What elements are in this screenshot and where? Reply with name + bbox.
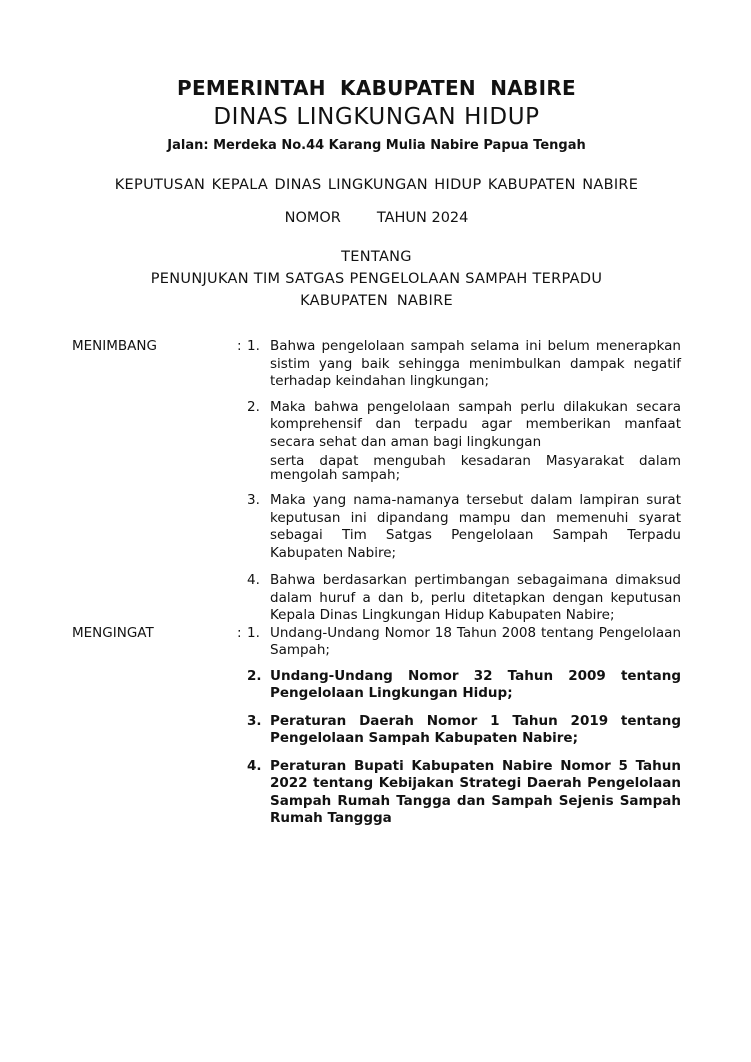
mengingat-section <box>72 625 681 828</box>
agency-address: Jalan: Merdeka No.44 Karang Mulia Nabire Papua Tengah <box>167 138 586 153</box>
tentang-label: TENTANG <box>341 249 412 265</box>
menimbang-colon: : <box>237 338 242 354</box>
list-item <box>247 713 681 748</box>
government-name: PEMERINTAH KABUPATEN NABIRE <box>176 76 576 100</box>
list-item <box>247 572 681 625</box>
item-text: Bahwa berdasarkan pertimbangan sebagaimana dimaksud dalam huruf a dan b, perlu ditetapkan dengan keputusan Kepala Dinas Lingkungan Hidup Kabupaten Nabire; <box>270 572 681 623</box>
list-item <box>247 758 681 828</box>
decree-number-line <box>72 209 681 227</box>
list-item <box>247 668 681 703</box>
item-text: Maka yang nama-namanya tersebut dalam lampiran surat keputusan ini dipandang mampu dan memenuhi syarat sebagai Tim Satgas Pengelolaan Sampah Terpadu Kabupaten Nabire; <box>270 492 681 561</box>
menimbang-section <box>72 338 681 625</box>
list-item <box>247 399 681 483</box>
item-number: 3. <box>247 712 262 729</box>
subject-line2: KABUPATEN NABIRE <box>300 293 453 309</box>
item-number: 4. <box>247 572 260 588</box>
tahun-label: TAHUN 2024 <box>376 210 469 226</box>
nomor-label: NOMOR <box>284 210 341 226</box>
mengingat-items <box>247 625 681 828</box>
list-item <box>247 338 681 391</box>
decree-title: KEPUTUSAN KEPALA DINAS LINGKUNGAN HIDUP KABUPATEN NABIRE <box>114 177 639 193</box>
subject-line1: PENUNJUKAN TIM SATGAS PENGELOLAAN SAMPAH TERPADU <box>150 271 603 287</box>
agency-name: DINAS LINGKUNGAN HIDUP <box>213 104 540 130</box>
list-item <box>247 492 681 562</box>
item-text-tight: serta dapat mengubah kesadaran Masyarakat dalam mengolah sampah; <box>270 453 681 483</box>
list-item <box>247 625 681 660</box>
item-text: Undang-Undang Nomor 32 Tahun 2009 tentang Pengelolaan Lingkungan Hidup; <box>270 667 681 701</box>
menimbang-label: MENIMBANG <box>72 338 157 354</box>
item-text: Peraturan Daerah Nomor 1 Tahun 2019 tentang Pengelolaan Sampah Kabupaten Nabire; <box>270 712 681 746</box>
item-text <box>270 399 681 483</box>
menimbang-items <box>247 338 681 625</box>
mengingat-colon: : <box>237 624 242 641</box>
item-number: 1. <box>247 338 260 354</box>
item-number: 3. <box>247 492 260 508</box>
item-number: 4. <box>247 757 262 774</box>
item-number: 2. <box>247 667 262 684</box>
item-number: 1. <box>247 624 260 641</box>
item-text: Bahwa pengelolaan sampah selama ini belum menerapkan sistim yang baik sehingga menimbulkan dampak negatif terhadap keindahan lingkungan; <box>270 338 681 389</box>
letterhead <box>72 76 681 154</box>
item-text: Peraturan Bupati Kabupaten Nabire Nomor 5 Tahun 2022 tentang Kebijakan Strategi Daerah Pengelolaan Sampah Rumah Tangga dan Sampah Sejenis Sampah Rumah Tanggga <box>270 757 681 826</box>
item-text-main: Maka bahwa pengelolaan sampah perlu dilakukan secara komprehensif dan terpadu agar memberikan manfaat secara sehat dan aman bagi lingkungan <box>270 398 681 450</box>
item-text: Undang-Undang Nomor 18 Tahun 2008 tentang Pengelolaan Sampah; <box>270 624 681 658</box>
subject-block <box>72 246 681 312</box>
mengingat-label: MENGINGAT <box>72 624 154 641</box>
item-number: 2. <box>247 398 260 415</box>
